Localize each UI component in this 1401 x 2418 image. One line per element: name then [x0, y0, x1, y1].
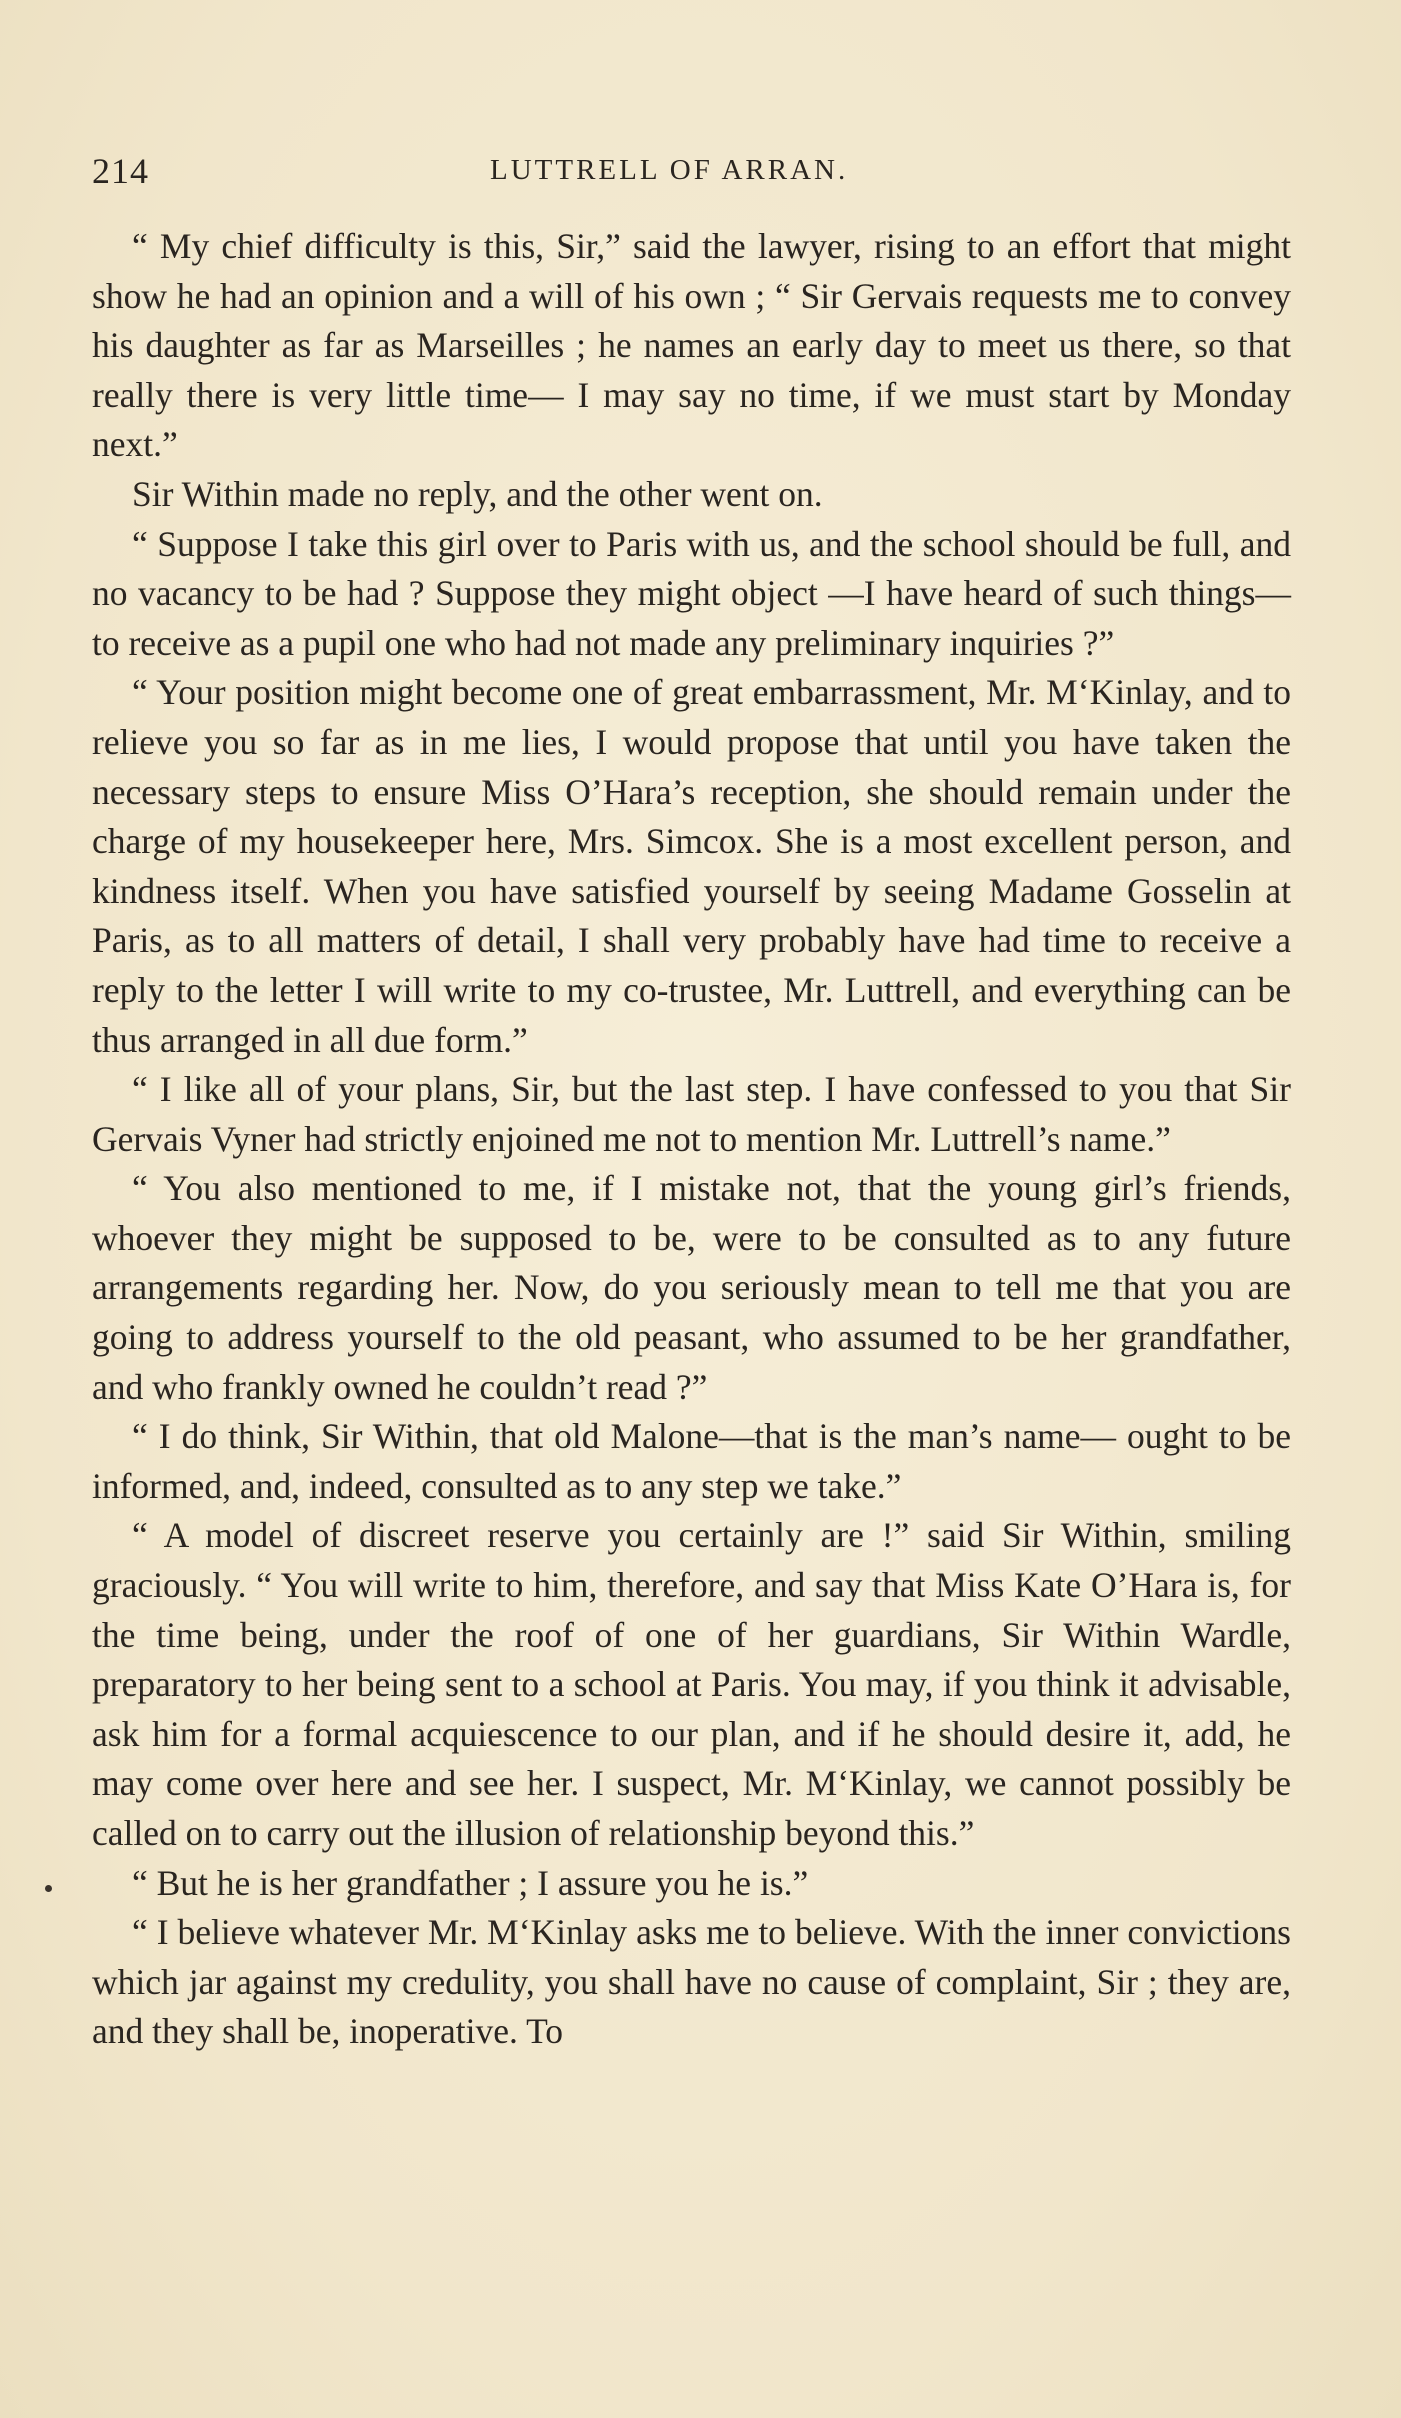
paragraph-2: Sir Within made no reply, and the other went on.: [132, 473, 823, 514]
paragraph-10: “ I believe whatever Mr. M‘Kinlay asks me to believe. With the inner convictions which jar against my credulity, you shall have no cause of complaint, Sir ; they are, and they shall be, inoperative. To: [92, 1912, 1291, 2052]
running-head: LUTTRELL OF ARRAN.: [490, 154, 849, 186]
paragraph-1: “ My chief difficulty is this, Sir,” said the lawyer, rising to an effort that might show he had an opinion and a will of his own ; “ Sir Gervais requests me to convey his daughter as far as Marseilles ; he names an early day to meet us there, so that really there is very little time— I may say no time, if we must start by Monday next.”: [92, 226, 1291, 465]
paragraph-7: “ I do think, Sir Within, that old Malone—that is the man’s name— ought to be informed, and, indeed, consulted as to any step we take.”: [92, 1416, 1291, 1506]
paragraph-8: “ A model of discreet reserve you certainly are !” said Sir Within, smiling graciously. “ You will write to him, therefore, and say that Miss Kate O’Hara is, for the time being, under the roof of one of her guardians, Sir Within Wardle, preparatory to her being sent to a school at Paris. You may, if you think it advisable, ask him for a formal acquiescence to our plan, and if he should desire it, add, he may come over here and see her. I suspect, Mr. M‘Kinlay, we cannot possibly be called on to carry out the illusion of relationship beyond this.”: [92, 1515, 1291, 1853]
paragraph-3: “ Suppose I take this girl over to Paris with us, and the school should be full, and no vacancy to be had ? Suppose they might object —I have heard of such things—to receive as a pupil one who had not made any preliminary inquiries ?”: [92, 523, 1291, 663]
paragraph-5: “ I like all of your plans, Sir, but the last step. I have confessed to you that Sir Gervais Vyner had strictly enjoined me not to mention Mr. Luttrell’s name.”: [92, 1069, 1291, 1159]
page-number: 214: [92, 151, 149, 191]
paragraph-9: “ But he is her grandfather ; I assure you he is.”: [132, 1862, 809, 1903]
margin-mark: [45, 1885, 52, 1892]
paragraph-6: “ You also mentioned to me, if I mistake not, that the young girl’s friends, whoever they might be supposed to be, were to be consulted as to any future arrangements regarding her. Now, do you seriously mean to tell me that you are going to address yourself to the old peasant, who assumed to be her grandfather, and who frankly owned he couldn’t read ?”: [92, 1168, 1291, 1407]
paragraph-4: “ Your position might become one of great embarrassment, Mr. M‘Kinlay, and to relieve you so far as in me lies, I would propose that until you have taken the necessary steps to ensure Miss O’Hara’s reception, she should remain under the charge of my housekeeper here, Mrs. Simcox. She is a most excellent person, and kindness itself. When you have satisfied yourself by seeing Madame Gosselin at Paris, as to all matters of detail, I shall very probably have had time to receive a reply to the letter I will write to my co-trustee, Mr. Luttrell, and everything can be thus arranged in all due form.”: [92, 672, 1291, 1060]
body-text: [92, 222, 1291, 2057]
page-header: [92, 150, 882, 200]
